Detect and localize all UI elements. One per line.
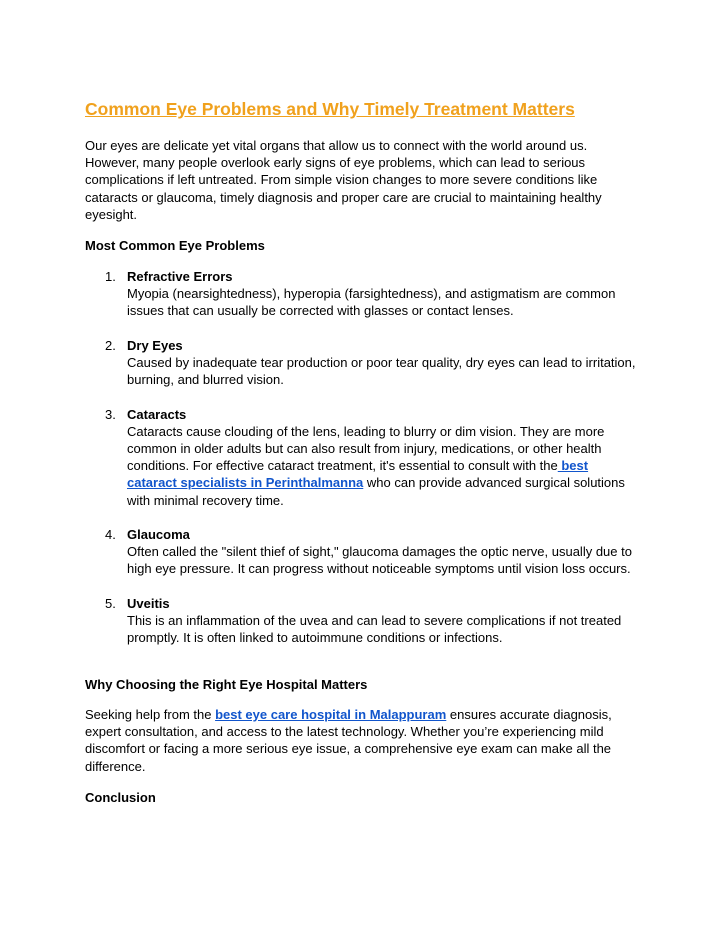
list-item-description: Myopia (nearsightedness), hyperopia (farsightedness), and astigmatism are common issues that can usually be corrected with glasses or contact lenses.	[127, 286, 616, 319]
list-item-title: Cataracts	[127, 406, 187, 422]
hospital-paragraph	[85, 706, 625, 775]
list-number: 4.	[105, 527, 116, 542]
list-item-title: Glaucoma	[127, 527, 190, 542]
list-number: 1.	[105, 269, 116, 284]
section-heading-right-hospital: Why Choosing the Right Eye Hospital Matters	[85, 677, 368, 692]
list-item	[85, 268, 640, 320]
page-title: Common Eye Problems and Why Timely Treatment Matters	[85, 99, 575, 119]
cataract-specialists-link[interactable]: best cataract specialists in Perinthalmanna	[127, 458, 589, 491]
list-item-description	[127, 423, 640, 509]
list-item-title: Dry Eyes	[127, 337, 183, 353]
list-item-description: This is an inflammation of the uvea and can lead to severe complications if not treated promptly. It is often linked to autoimmune conditions or infections.	[127, 613, 622, 646]
list-item	[85, 406, 640, 509]
eye-care-hospital-link[interactable]: best eye care hospital in Malappuram	[215, 707, 447, 722]
section-heading-common-problems: Most Common Eye Problems	[85, 238, 265, 253]
list-number: 2.	[105, 337, 116, 353]
list-item-description: Often called the "silent thief of sight," glaucoma damages the optic nerve, usually due to high eye pressure. It can progress without noticeable symptoms until vision loss occurs.	[127, 544, 632, 577]
list-item-title: Uveitis	[127, 595, 170, 611]
list-number: 3.	[105, 406, 116, 422]
list-item-description: Caused by inadequate tear production or poor tear quality, dry eyes can lead to irritation, burning, and blurred vision.	[127, 355, 636, 388]
description-text: who can provide advanced surgical solutions with minimal recovery time.	[127, 475, 625, 508]
intro-paragraph: Our eyes are delicate yet vital organs that allow us to connect with the world around us. However, many people overlook early signs of eye problems, which can lead to serious complications if left untreated. From simple vision changes to more severe conditions like cataracts or glaucoma, timely diagnosis and proper care are crucial to maintaining healthy eyesight.	[85, 138, 602, 222]
list-item-title: Refractive Errors	[127, 269, 233, 284]
description-text: Cataracts cause clouding of the lens, leading to blurry or dim vision. They are more common in older adults but can also result from injury, medications, or other health conditions. For effective cataract treatment, it's essential to consult with the	[127, 423, 605, 474]
paragraph-text: Seeking help from the	[85, 707, 216, 722]
list-item	[85, 337, 640, 389]
list-item	[85, 595, 640, 647]
list-number: 5.	[105, 595, 116, 611]
section-heading-conclusion: Conclusion	[85, 790, 156, 805]
list-item	[85, 526, 640, 578]
eye-problems-list	[85, 268, 640, 664]
paragraph-text: ensures accurate diagnosis, expert consultation, and access to the latest technology. Whether you’re experiencing mild discomfort or facing a more serious eye issue, a comprehensive eye exam can make all the difference.	[85, 707, 612, 774]
